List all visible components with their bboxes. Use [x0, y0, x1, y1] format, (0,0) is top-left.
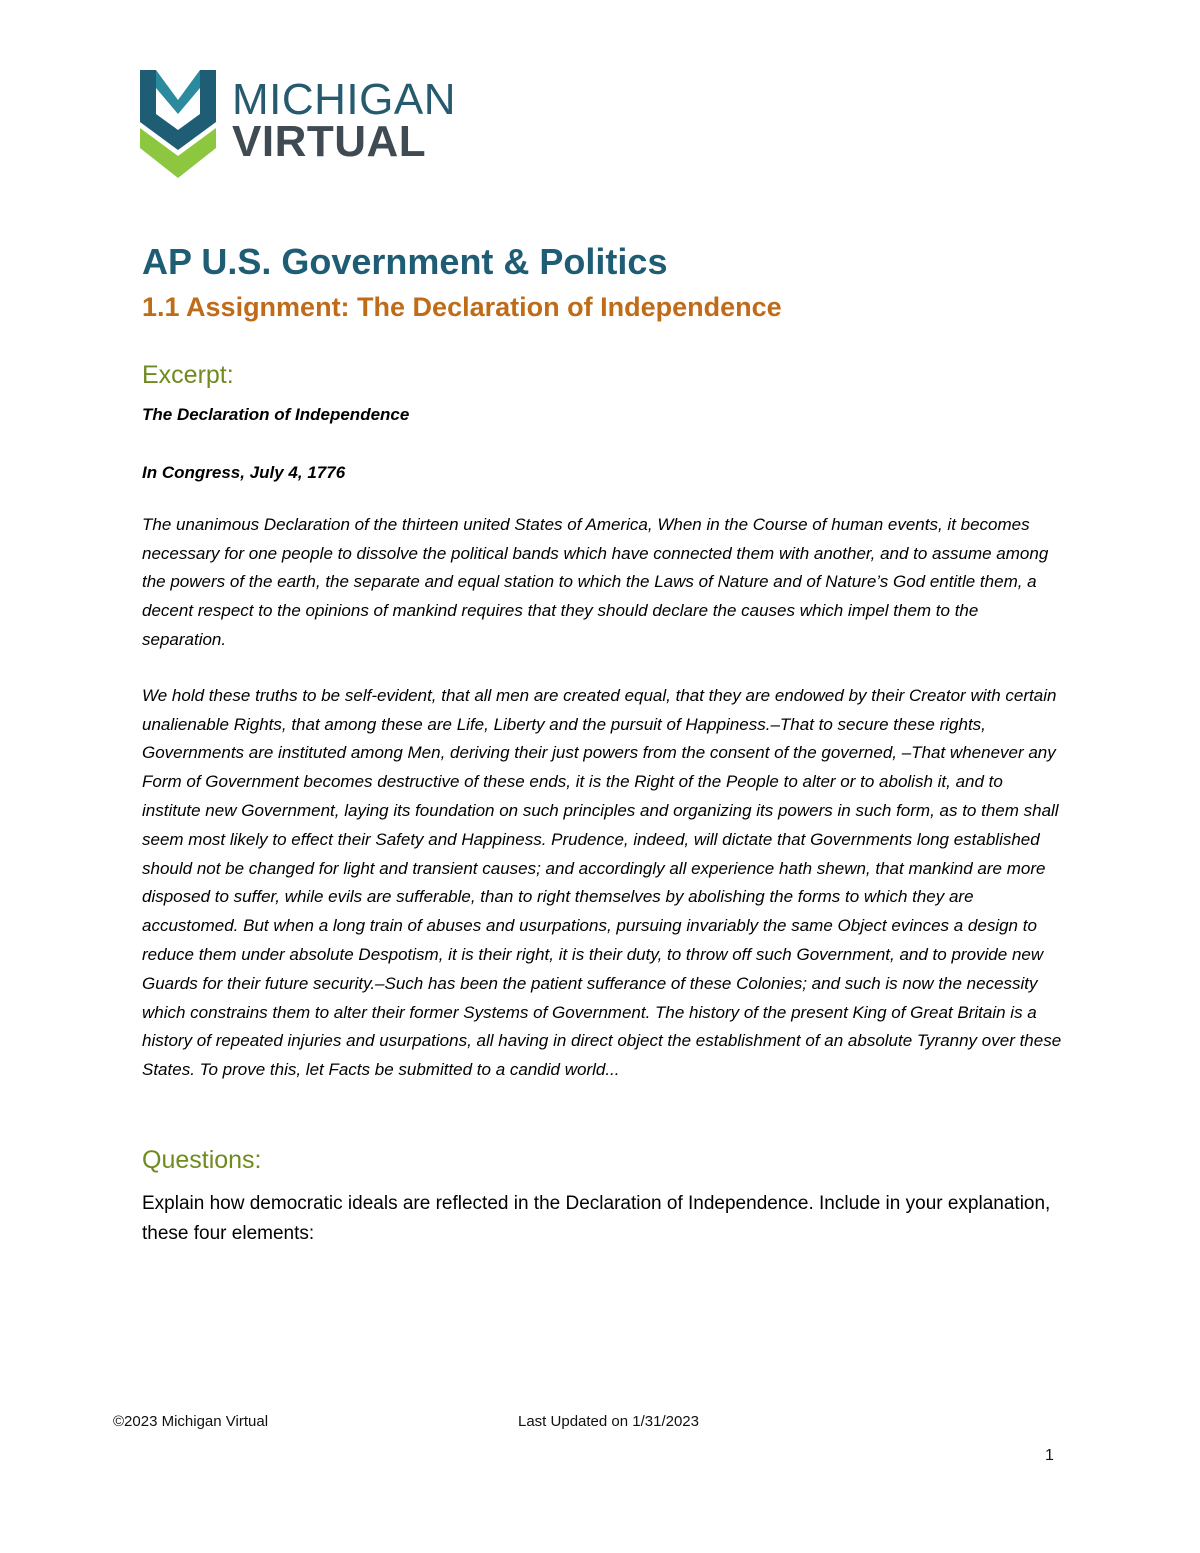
- logo-text-virtual: VIRTUAL: [232, 117, 427, 166]
- footer-last-updated: Last Updated on 1/31/2023: [518, 1413, 699, 1430]
- excerpt-heading: Excerpt:: [142, 360, 234, 389]
- excerpt-paragraph-1: The unanimous Declaration of the thirteen united States of America, When in the Course of human events, it becomes necessary for one people to dissolve the political bands which have connected them with another, and to assume among the powers of the earth, the separate and equal station to which the Laws of Nature and of Nature’s God entitle them, a decent respect to the opinions of mankind requires that they should declare the causes which impel them to the separation.: [142, 514, 1049, 649]
- excerpt-paragraph-2: We hold these truths to be self-evident, that all men are created equal, that they are endowed by their Creator with certain unalienable Rights, that among these are Life, Liberty and the pursuit of Happiness.–That to secure these rights, Governments are instituted among Men, deriving their just powers from the consent of the governed, –That whenever any Form of Government becomes destructive of these ends, it is the Right of the People to alter or to abolish it, and to institute new Government, laying its foundation on such principles and organizing its powers in such form, as to them shall seem most likely to effect their Safety and Happiness. Prudence, indeed, will dictate that Governments long established should not be changed for light and transient causes; and accordingly all experience hath shewn, that mankind are more disposed to suffer, while evils are sufferable, than to right themselves by abolishing the forms to which they are accustomed. But when a long train of abuses and usurpations, pursuing invariably the same Object evinces a design to reduce them under absolute Despotism, it is their right, it is their duty, to throw off such Government, and to provide new Guards for their future security.–Such has been the patient sufferance of these Colonies; and such is now the necessity which constrains them to alter their former Systems of Government. The history of the present King of Great Britain is a history of repeated injuries and usurpations, all having in direct object the establishment of an absolute Tyranny over these States. To prove this, let Facts be submitted to a candid world...: [142, 685, 1062, 1080]
- page-number: 1: [1045, 1447, 1054, 1464]
- document-body: [142, 240, 1062, 1249]
- logo-text-michigan: MICHIGAN: [232, 75, 456, 124]
- assignment-title: 1.1 Assignment: The Declaration of Independence: [142, 292, 782, 323]
- footer-copyright: ©2023 Michigan Virtual: [113, 1413, 269, 1430]
- excerpt-date: In Congress, July 4, 1776: [142, 462, 346, 482]
- michigan-virtual-logo: [140, 70, 456, 182]
- logo-mark-icon: [140, 70, 228, 182]
- course-title: AP U.S. Government & Politics: [142, 241, 668, 282]
- questions-heading: Questions:: [142, 1145, 262, 1174]
- excerpt-title: The Declaration of Independence: [142, 404, 410, 424]
- question-text: Explain how democratic ideals are reflected in the Declaration of Independence. Include in your explanation, these four elements:: [142, 1192, 1051, 1244]
